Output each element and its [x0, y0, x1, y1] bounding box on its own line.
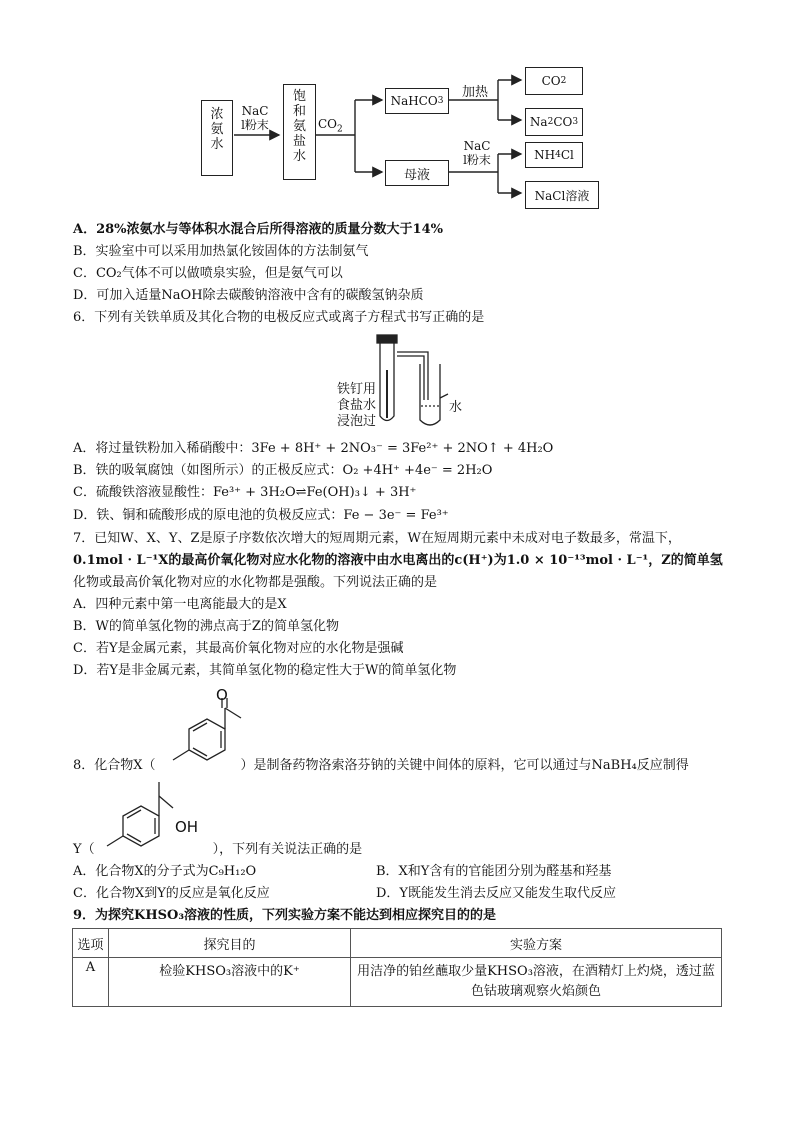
q6-option-c: C．硫酸铁溶液显酸性：Fe³⁺ + 3H₂O⇌Fe(OH)₃↓ + 3H⁺: [73, 485, 417, 500]
q5-option-d: D．可加入适量NaOH除去碳酸钠溶液中含有的碳酸氢钠杂质: [73, 288, 424, 303]
q7-option-d: D．若Y是非金属元素，其简单氢化物的稳定性大于W的简单氢化物: [73, 663, 457, 678]
q6-option-d: D．铁、铜和硫酸形成的原电池的负极反应式：Fe − 3e⁻ = Fe³⁺: [73, 508, 449, 523]
table-cell: A: [73, 958, 109, 1007]
box-nahco3: NaHCO 3: [385, 88, 449, 114]
table-header: 选项: [73, 929, 109, 958]
q7-option-b: B．W的简单氢化物的沸点高于Z的简单氢化物: [73, 619, 339, 634]
label-nacl-powder-1: NaCl粉末: [241, 104, 269, 132]
q7-stem-line2: 0.1mol · L⁻¹X的最高价氧化物对应水化物的溶液中由水电离出的c(H⁺)为1.0 × 10⁻¹³mol · L⁻¹，Z的简单氢: [73, 553, 723, 568]
q7-stem-line1: 7．已知W、X、Y、Z是原子序数依次增大的短周期元素，W在短周期元素中未成对电子数最多，常温下，: [73, 531, 681, 546]
q5-option-c: C．CO₂气体不可以做喷泉实验，但是氨气可以: [73, 266, 343, 281]
table-header: 探究目的: [109, 929, 351, 958]
structure-x-oxygen: O: [216, 686, 228, 704]
box-nh4cl: NH 4 Cl: [525, 142, 583, 168]
table-cell: 检验KHSO₃溶液中的K⁺: [109, 958, 351, 1007]
q7-stem-line3: 化物或最高价氧化物对应的水化物都是强酸。下列说法正确的是: [73, 575, 438, 590]
q8-option-a: A．化合物X的分子式为C₉H₁₂O: [73, 864, 257, 879]
q8-stem-line1: 8．化合物X（ ）是制备药物洛索洛芬钠的关键中间体的原料，它可以通过与NaBH₄反应制得: [73, 758, 689, 773]
box-co2: CO 2: [525, 67, 583, 95]
table-header-row: [73, 929, 722, 958]
box-ammonia-text: 浓氨水: [210, 107, 224, 152]
q8-option-d: D．Y既能发生消去反应又能发生取代反应: [376, 886, 617, 901]
fig-label-nail: 铁钉用 食盐水 浸泡过: [337, 382, 377, 429]
q8-option-b: B．X和Y含有的官能团分别为醛基和羟基: [376, 864, 612, 879]
q6-option-a: A．将过量铁粉加入稀硝酸中：3Fe + 8H⁺ + 2NO₃⁻ = 3Fe²⁺ + 2NO↑ + 4H₂O: [73, 441, 554, 456]
q9-table: [72, 928, 722, 1007]
fig-label-water: 水: [449, 400, 463, 415]
box-ammonia: [201, 100, 233, 176]
table-header: 实验方案: [351, 929, 722, 958]
q6-stem: 6．下列有关铁单质及其化合物的电极反应式或离子方程式书写正确的是: [73, 310, 485, 325]
structure-y: [95, 778, 215, 848]
structure-y-hydroxyl: OH: [175, 818, 199, 836]
q7-option-a: A．四种元素中第一电离能最大的是X: [73, 597, 287, 612]
label-co2-arrow: $CO_2$: [318, 117, 343, 135]
box-nacl-solution: NaCl溶液: [525, 181, 599, 209]
box-mother-liquor: 母液: [385, 160, 449, 186]
label-nacl-powder-2: NaCl粉末: [463, 139, 491, 167]
q8-option-c: C．化合物X到Y的反应是氧化反应: [73, 886, 270, 901]
table-row: [73, 958, 722, 1007]
q8-stem-line2: Y（ ），下列有关说法正确的是: [73, 842, 363, 857]
q5-option-a: A．28%浓氨水与等体积水混合后所得溶液的质量分数大于14%: [73, 222, 443, 237]
q6-option-b: B．铁的吸氧腐蚀（如图所示）的正极反应式：O₂ +4H⁺ +4e⁻ = 2H₂O: [73, 463, 493, 478]
q7-option-c: C．若Y是金属元素，其最高价氧化物对应的水化物是强碱: [73, 641, 404, 656]
q9-stem: 9．为探究KHSO₃溶液的性质，下列实验方案不能达到相应探究目的的是: [73, 908, 497, 923]
box-saturated-brine: 饱和氨盐水: [283, 84, 316, 180]
table-cell: 用洁净的铂丝蘸取少量KHSO₃溶液，在酒精灯上灼烧，透过蓝色钴玻璃观察火焰颜色: [351, 958, 722, 1007]
label-heat: 加热: [462, 85, 489, 100]
q5-option-b: B．实验室中可以采用加热氯化铵固体的方法制氨气: [73, 244, 369, 259]
box-na2co3: Na 2 CO 3: [525, 108, 583, 136]
